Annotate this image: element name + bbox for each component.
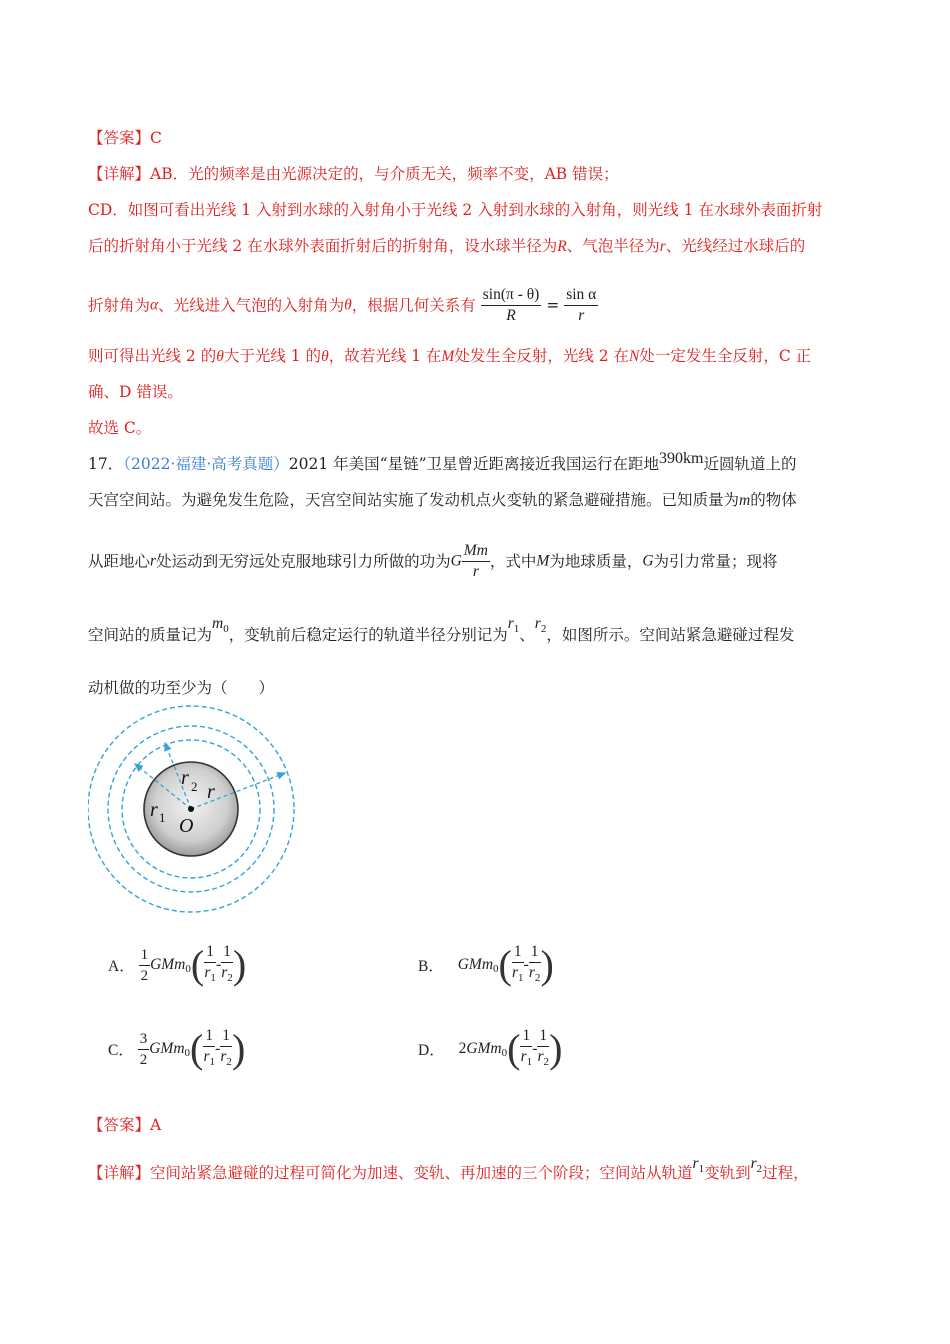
question-source: （2022·福建·高考真题） <box>123 455 289 473</box>
symbol-G: G <box>450 552 462 570</box>
fraction-numerator: 1 <box>520 1026 532 1047</box>
symbol-theta: θ <box>216 348 224 365</box>
equals-sign: = <box>546 296 560 315</box>
question-text: 为地球质量， <box>549 552 643 571</box>
question-text: 的物体 <box>750 491 797 509</box>
detail-line-6: 确、D 错误。 <box>88 383 183 401</box>
symbol-m0 <box>212 615 229 636</box>
symbol-m: m <box>739 492 751 509</box>
work-fraction <box>462 541 490 582</box>
question-text: 天宫空间站。为避免发生危险，天宫空间站实施了发动机点火变轨的紧急避碰措施。已知质量为 <box>88 491 740 509</box>
question-text: 处运动到无穷远处克服地球引力所做的功为 <box>156 552 451 571</box>
question-text: ，变轨前后稳定运行的轨道半径分别记为 <box>228 626 508 644</box>
coefficient <box>138 1029 150 1070</box>
subscript: 1 <box>209 1056 215 1069</box>
detail-line-1 <box>88 163 619 185</box>
inverse-r1 <box>512 942 524 988</box>
answer-line <box>88 1114 161 1136</box>
subscript: 2 <box>543 1056 550 1069</box>
coefficient: 2 <box>458 1040 467 1058</box>
detail-text: 折射角为 <box>88 296 151 315</box>
subscript: 0 <box>185 963 191 976</box>
symbol-N: N <box>629 348 640 365</box>
question-number: 17． <box>88 455 124 473</box>
question-text: ，如图所示。空间站紧急避碰过程发 <box>546 626 795 644</box>
minus-sign: - <box>523 956 529 974</box>
fraction-numerator: sin(π - θ) <box>481 285 542 306</box>
fraction-numerator: Mm <box>462 541 490 562</box>
minus-sign: - <box>215 956 222 974</box>
center-point <box>188 806 194 812</box>
subscript: 1 <box>698 1163 705 1176</box>
paren-left: ( <box>498 942 512 988</box>
detail-text: AB．光的频率是由光源决定的，与介质无关，频率不变，AB 错误； <box>150 165 619 183</box>
detail-text: 、光线经过水球后的 <box>665 237 806 255</box>
subscript: 0 <box>184 1047 191 1060</box>
symbol-G: G <box>642 552 654 570</box>
option-body: GMm <box>150 956 186 974</box>
subscript: 2 <box>540 623 547 636</box>
inverse-r1 <box>520 1026 532 1072</box>
subscript: 2 <box>534 972 541 985</box>
subscript: 2 <box>756 1163 763 1176</box>
answer-line-prev <box>88 127 162 149</box>
option-letter: B． <box>418 958 444 976</box>
symbol-r2 <box>750 1155 763 1176</box>
subscript: 1 <box>526 1056 533 1069</box>
subscript: 0 <box>223 623 229 636</box>
label-r: r <box>207 781 215 803</box>
equation-left-fraction <box>481 285 542 326</box>
option-a[interactable] <box>108 942 246 988</box>
symbol-M: M <box>441 348 455 365</box>
fraction-denominator: r <box>220 1048 227 1065</box>
label-r1-sub: 1 <box>159 810 166 825</box>
detail-line-5 <box>88 345 811 368</box>
inverse-r2 <box>537 1026 549 1072</box>
coefficient-denominator: 2 <box>139 1051 148 1068</box>
option-b[interactable] <box>418 942 554 988</box>
symbol-r1 <box>692 1155 705 1176</box>
detail-line-3 <box>88 235 805 258</box>
subscript: 0 <box>501 1047 508 1060</box>
detail-tag: 【详解】 <box>88 165 151 183</box>
question-line-2 <box>88 489 797 512</box>
symbol-r: r <box>534 615 541 632</box>
symbol-r: r <box>659 238 666 255</box>
paren-right: ) <box>232 942 247 988</box>
subscript: 1 <box>518 972 524 985</box>
question-line-3 <box>88 541 778 582</box>
answer-tag: 【答案】 <box>88 129 151 147</box>
label-r2-sub: 2 <box>191 779 198 794</box>
paren-right: ) <box>540 942 554 988</box>
detail-text: 处一定发生全反射，C 正 <box>639 347 812 365</box>
subscript: 2 <box>227 972 233 985</box>
inverse-r1 <box>204 942 216 988</box>
detail-line-7: 故选 C。 <box>88 419 152 437</box>
detail-text: 后的折射角小于光线 2 在水球外表面折射后的折射角，设水球半径为 <box>88 237 558 255</box>
fraction-denominator: r <box>472 563 479 580</box>
coefficient <box>139 945 151 986</box>
separator: 、 <box>519 626 535 644</box>
inverse-r2 <box>221 942 233 988</box>
fraction-denominator: R <box>506 307 516 324</box>
detail-tag: 【详解】 <box>88 1164 151 1182</box>
answer-tag: 【答案】 <box>88 1116 151 1134</box>
fraction-denominator: r <box>578 307 585 324</box>
detail-line-4 <box>88 285 598 326</box>
subscript: 2 <box>226 1056 232 1069</box>
option-letter: A． <box>108 958 135 976</box>
coefficient-denominator: 2 <box>140 967 149 984</box>
detail-text: 、光线进入气泡的入射角为 <box>158 296 345 315</box>
symbol-r: r <box>750 1155 757 1172</box>
detail-line <box>88 1155 809 1190</box>
detail-text: 、气泡半径为 <box>566 237 660 255</box>
coefficient-numerator: 3 <box>138 1029 150 1050</box>
label-r1: r <box>150 799 158 821</box>
question-text: 从距地心 <box>88 552 151 571</box>
question-text: 空间站的质量记为 <box>88 626 213 644</box>
symbol-m: m <box>212 615 224 632</box>
symbol-theta: θ <box>344 296 352 314</box>
paren-right: ) <box>232 1026 246 1072</box>
answer-value: A <box>150 1116 162 1134</box>
label-r2: r <box>181 767 189 789</box>
label-O: O <box>179 815 194 837</box>
minus-sign: - <box>532 1040 538 1058</box>
fraction-numerator: 1 <box>512 942 524 963</box>
paren-right: ) <box>549 1026 563 1072</box>
fraction-numerator: 1 <box>221 942 233 963</box>
detail-text: 大于光线 1 的 <box>223 347 322 365</box>
subscript: 1 <box>210 972 216 985</box>
fraction-numerator: 1 <box>203 1026 215 1047</box>
option-c[interactable] <box>108 1026 245 1072</box>
question-line-5: 动机做的功至少为（ ） <box>88 679 275 697</box>
detail-text: 变轨到 <box>704 1164 751 1182</box>
subscript: 1 <box>513 623 520 636</box>
option-body: GMm <box>466 1040 502 1058</box>
symbol-r: r <box>507 615 514 632</box>
symbol-r1 <box>507 615 520 636</box>
detail-line-2: CD．如图可看出光线 1 入射到水球的入射角小于光线 2 入射到水球的入射角，则光线 1 在水球外表面折射 <box>88 201 823 219</box>
answer-value: C <box>150 129 162 147</box>
detail-text: ，根据几何关系有 <box>351 296 476 315</box>
fraction-denominator: r <box>520 1048 527 1065</box>
question-text: 为引力常量；现将 <box>653 552 778 571</box>
fraction-numerator: 1 <box>537 1026 549 1047</box>
symbol-M: M <box>536 552 550 570</box>
inverse-r2 <box>220 1026 232 1072</box>
minus-sign: - <box>215 1040 221 1058</box>
symbol-r: r <box>692 1155 699 1172</box>
symbol-r2 <box>534 615 547 636</box>
detail-text: 处发生全反射，光线 2 在 <box>454 347 630 365</box>
detail-text: 过程， <box>762 1164 809 1182</box>
symbol-alpha: α <box>150 296 159 314</box>
equation-right-fraction <box>564 285 598 326</box>
subscript: 0 <box>493 963 499 976</box>
option-d[interactable] <box>418 1026 562 1072</box>
symbol-r: r <box>150 552 157 570</box>
detail-text: ，故若光线 1 在 <box>328 347 442 365</box>
question-line-1 <box>88 450 797 476</box>
question-text: 近圆轨道上的 <box>703 455 797 473</box>
paren-left: ( <box>190 1026 204 1072</box>
inverse-r1 <box>203 1026 215 1072</box>
question-line-4 <box>88 615 795 652</box>
fraction-denominator: r <box>203 1048 210 1065</box>
option-body: GMm <box>457 956 494 974</box>
distance-value: 390km <box>659 450 704 467</box>
option-letter: D． <box>418 1042 445 1060</box>
paren-left: ( <box>507 1026 521 1072</box>
question-text: 2021 年美国“星链”卫星曾近距离接近我国运行在距地 <box>288 455 660 473</box>
fraction-numerator: sin α <box>564 285 598 306</box>
paren-left: ( <box>190 942 205 988</box>
coefficient-numerator: 1 <box>139 945 151 966</box>
option-body: GMm <box>149 1040 185 1058</box>
inverse-r2 <box>529 942 541 988</box>
detail-text: 空间站紧急避碰的过程可简化为加速、变轨、再加速的三个阶段；空间站从轨道 <box>150 1164 693 1182</box>
orbit-diagram <box>88 705 308 925</box>
symbol-R: R <box>557 238 567 255</box>
fraction-denominator: r <box>511 964 518 981</box>
option-letter: C． <box>108 1042 134 1060</box>
symbol-theta: θ <box>321 348 329 365</box>
detail-text: 则可得出光线 2 的 <box>88 347 217 365</box>
fraction-numerator: 1 <box>204 942 216 963</box>
fraction-denominator: r <box>204 964 211 981</box>
fraction-numerator: 1 <box>529 942 541 963</box>
question-text: ，式中 <box>489 552 537 571</box>
fraction-numerator: 1 <box>220 1026 232 1047</box>
fraction-denominator: r <box>537 1048 544 1065</box>
fraction-denominator: r <box>221 964 228 981</box>
fraction-denominator: r <box>528 964 535 981</box>
